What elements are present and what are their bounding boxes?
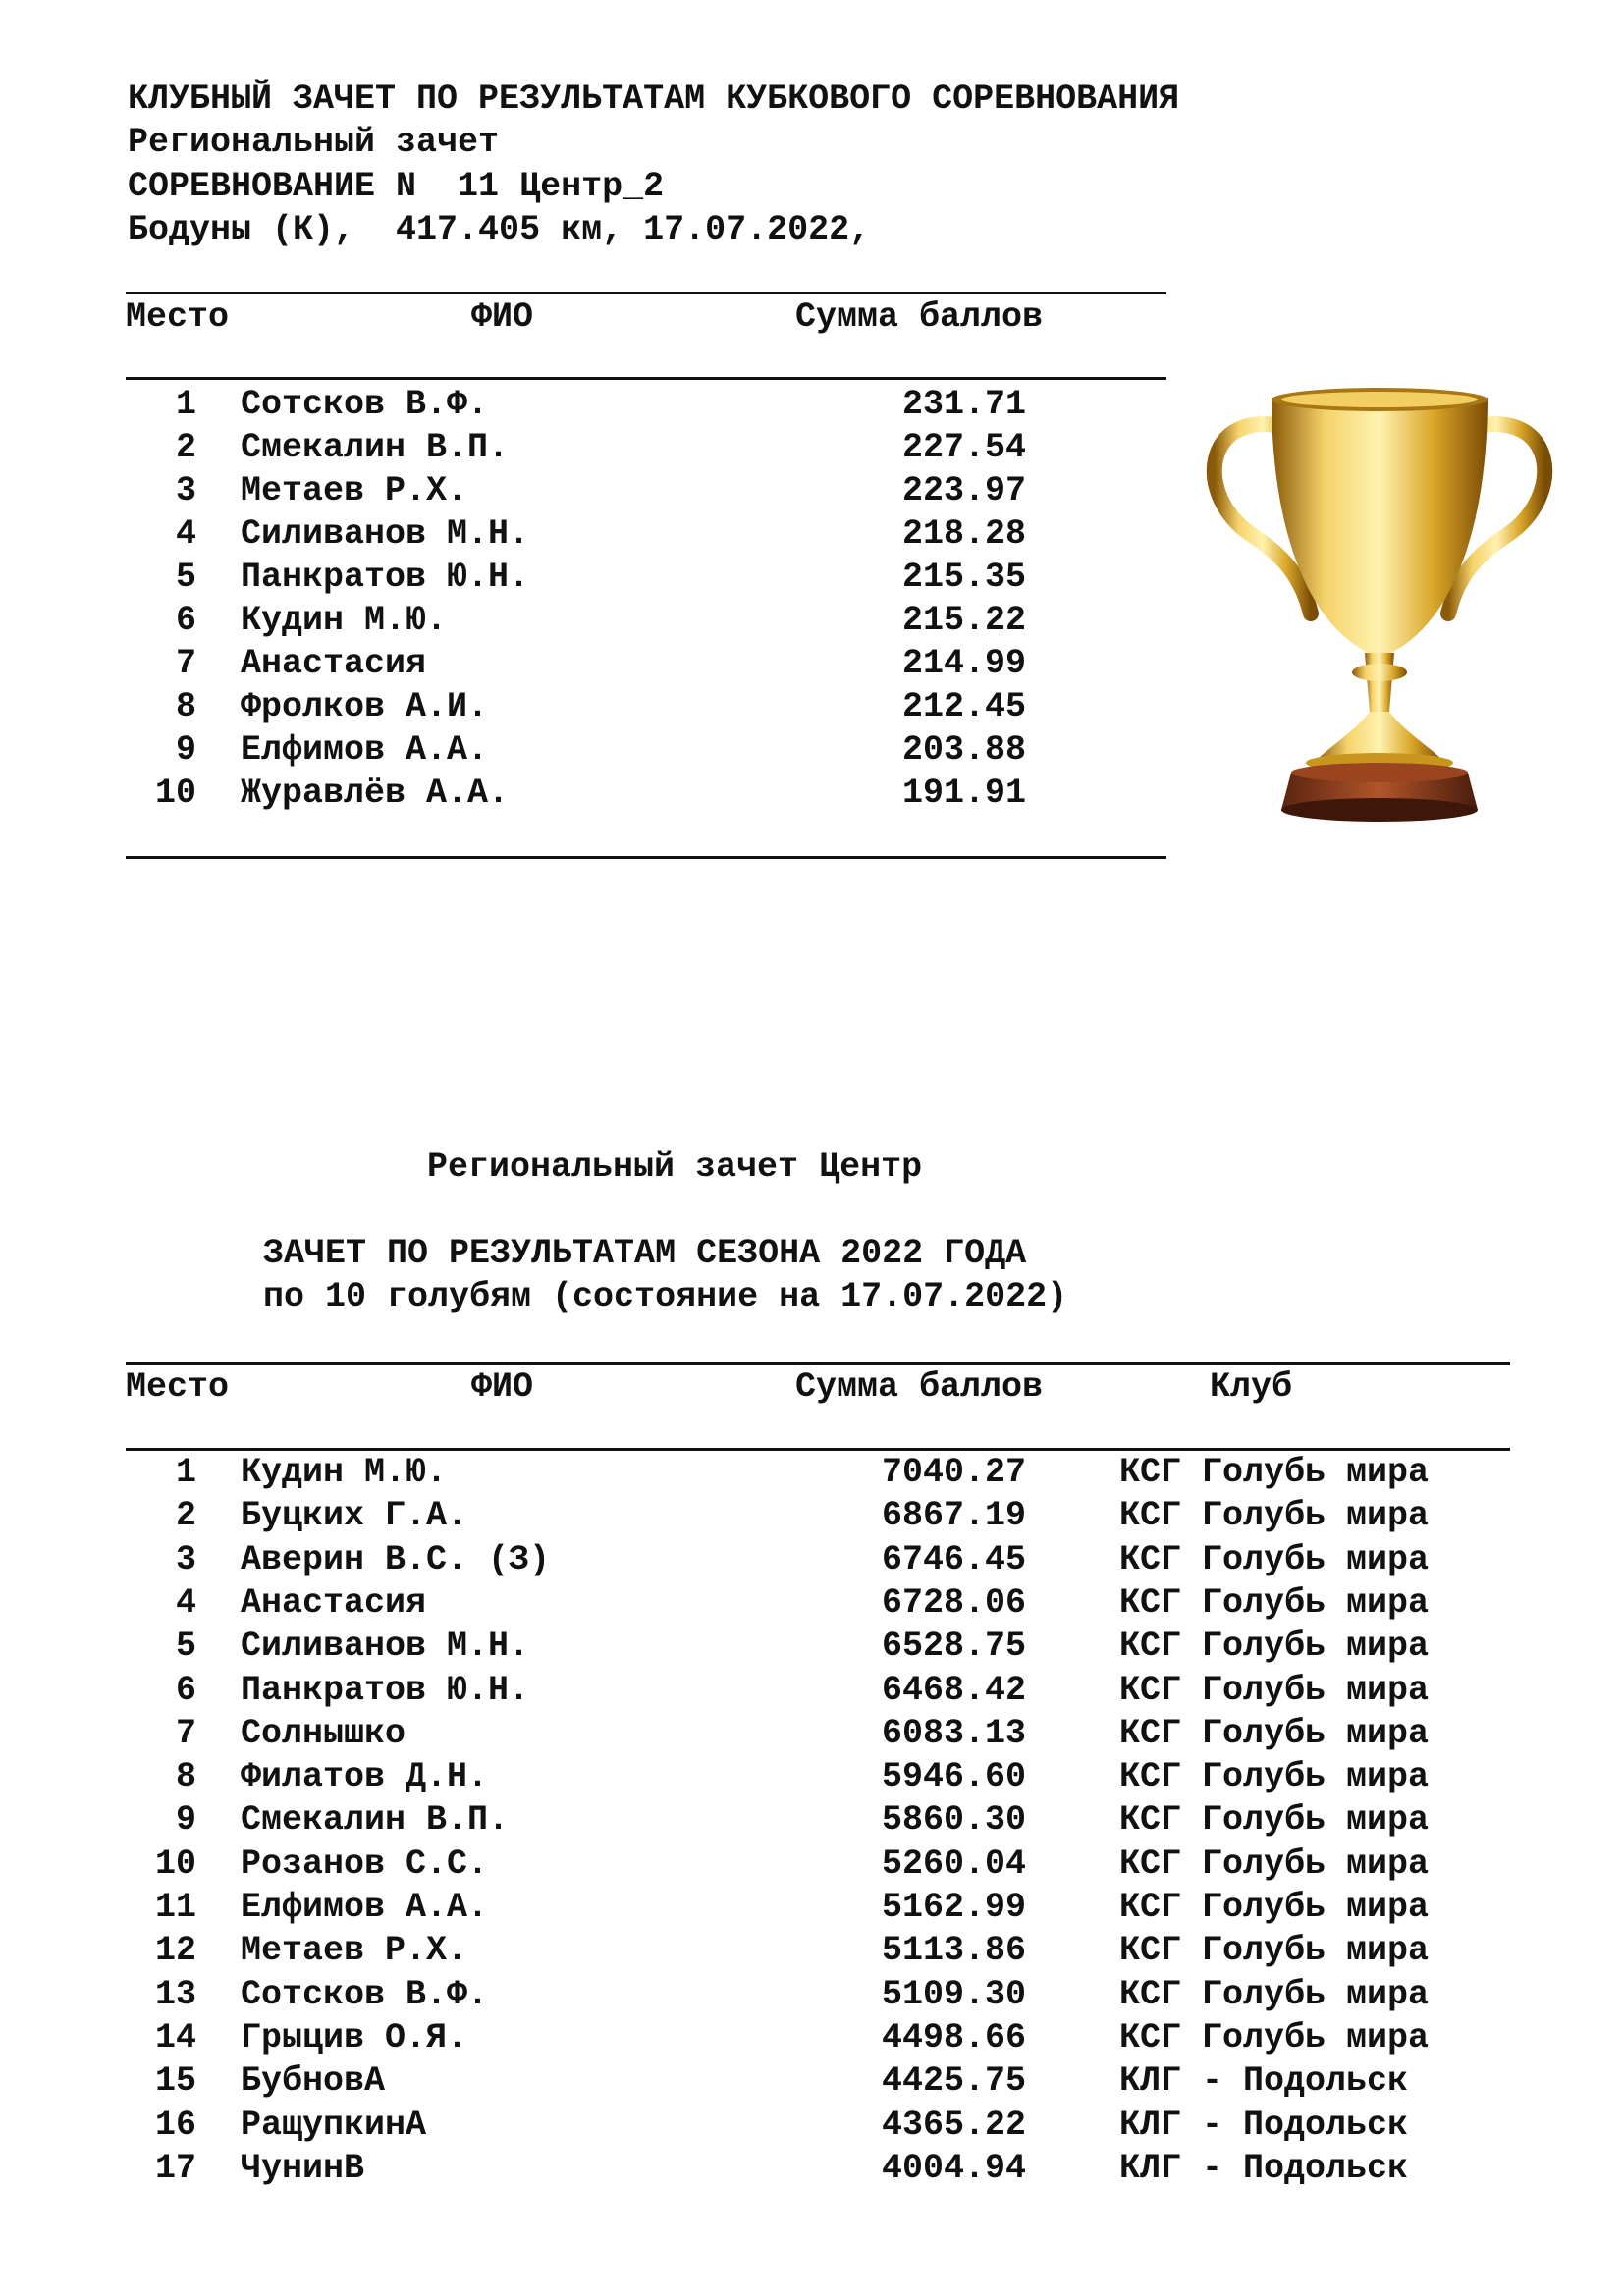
name-cell: Буцких Г.А. xyxy=(241,1496,468,1536)
club-cell: КСГ Голубь мира xyxy=(1119,1757,1430,1797)
place-cell: 10 xyxy=(154,774,196,813)
score-cell: 203.88 xyxy=(901,730,1026,770)
club-cell: КСГ Голубь мира xyxy=(1119,1974,1430,2014)
score-cell: 215.22 xyxy=(901,601,1026,640)
place-cell: 1 xyxy=(175,1453,196,1492)
score-cell: 6528.75 xyxy=(881,1627,1026,1667)
place-cell: 3 xyxy=(175,471,196,510)
score-cell: 7040.27 xyxy=(881,1453,1026,1492)
club-cell: КСГ Голубь мира xyxy=(1119,1713,1430,1753)
score-cell: 227.54 xyxy=(901,428,1026,467)
score-cell: 218.28 xyxy=(901,514,1026,554)
name-cell: Кудин М.Ю. xyxy=(241,1453,448,1492)
place-cell: 15 xyxy=(154,2061,196,2102)
score-cell: 5162.99 xyxy=(881,1888,1026,1927)
document-subtitle: Региональный зачет xyxy=(128,123,500,162)
table2-header-score: Сумма баллов xyxy=(795,1367,1044,1407)
place-cell: 3 xyxy=(175,1539,196,1579)
section2-subtitle: ЗАЧЕТ ПО РЕЗУЛЬТАТАМ СЕЗОНА 2022 ГОДА xyxy=(263,1234,1027,1273)
place-cell: 4 xyxy=(175,1582,196,1623)
club-cell: КСГ Голубь мира xyxy=(1119,1539,1430,1579)
club-cell: КСГ Голубь мира xyxy=(1119,1670,1430,1710)
name-cell: Смекалин В.П. xyxy=(241,428,510,467)
table1-bottom-rule xyxy=(126,856,1166,859)
name-cell: Аверин В.С. (З) xyxy=(241,1539,551,1579)
score-cell: 214.99 xyxy=(901,644,1026,683)
place-cell: 11 xyxy=(154,1888,196,1927)
score-cell: 215.35 xyxy=(901,558,1026,597)
club-cell: КЛГ - Подольск xyxy=(1119,2148,1409,2188)
score-cell: 6867.19 xyxy=(881,1496,1026,1536)
name-cell: Метаев Р.Х. xyxy=(241,1931,468,1971)
score-cell: 5946.60 xyxy=(881,1757,1026,1797)
section2-title: Региональный зачет Центр xyxy=(427,1148,923,1187)
place-cell: 6 xyxy=(175,601,196,640)
table1-header-score: Сумма баллов xyxy=(795,297,1044,337)
club-cell: КЛГ - Подольск xyxy=(1119,2105,1409,2145)
document-title: КЛУБНЫЙ ЗАЧЕТ ПО РЕЗУЛЬТАТАМ КУБКОВОГО СОРЕВНОВАНИЯ xyxy=(128,80,1180,119)
table1-top-rule xyxy=(126,292,1166,294)
name-cell: РащупкинА xyxy=(241,2105,427,2145)
table1-header-place: Место xyxy=(126,297,230,337)
table2-header-name: ФИО xyxy=(471,1367,534,1407)
name-cell: Журавлёв А.А. xyxy=(241,774,510,813)
place-cell: 9 xyxy=(175,1800,196,1841)
score-cell: 6083.13 xyxy=(881,1713,1026,1753)
place-cell: 2 xyxy=(175,1496,196,1536)
score-cell: 4498.66 xyxy=(881,2017,1026,2057)
place-cell: 5 xyxy=(175,1627,196,1667)
club-cell: КСГ Голубь мира xyxy=(1119,1888,1430,1927)
score-cell: 6468.42 xyxy=(881,1670,1026,1710)
club-cell: КСГ Голубь мира xyxy=(1119,1496,1430,1536)
name-cell: Филатов Д.Н. xyxy=(241,1757,489,1797)
name-cell: Силиванов М.Н. xyxy=(241,514,530,554)
name-cell: ЧунинВ xyxy=(241,2148,365,2188)
place-cell: 1 xyxy=(175,385,196,424)
name-cell: Грыцив О.Я. xyxy=(241,2017,468,2057)
place-cell: 14 xyxy=(154,2017,196,2057)
place-cell: 6 xyxy=(175,1670,196,1710)
place-cell: 13 xyxy=(154,1974,196,2014)
score-cell: 212.45 xyxy=(901,687,1026,726)
club-cell: КСГ Голубь мира xyxy=(1119,1931,1430,1971)
place-cell: 8 xyxy=(175,687,196,726)
score-cell: 6728.06 xyxy=(881,1582,1026,1623)
score-cell: 5860.30 xyxy=(881,1800,1026,1841)
club-cell: КЛГ - Подольск xyxy=(1119,2061,1409,2102)
table2-header-place: Место xyxy=(126,1367,230,1407)
score-cell: 4004.94 xyxy=(881,2148,1026,2188)
table1-header-rule xyxy=(126,377,1166,380)
club-cell: КСГ Голубь мира xyxy=(1119,2017,1430,2057)
name-cell: Елфимов А.А. xyxy=(241,1888,489,1927)
place-cell: 12 xyxy=(154,1931,196,1971)
place-cell: 16 xyxy=(154,2105,196,2145)
name-cell: Розанов С.С. xyxy=(241,1843,489,1884)
club-cell: КСГ Голубь мира xyxy=(1119,1800,1430,1841)
score-cell: 223.97 xyxy=(901,471,1026,510)
score-cell: 4425.75 xyxy=(881,2061,1026,2102)
name-cell: Сотсков В.Ф. xyxy=(241,1974,489,2014)
score-cell: 191.91 xyxy=(901,774,1026,813)
place-cell: 5 xyxy=(175,558,196,597)
score-cell: 6746.45 xyxy=(881,1539,1026,1579)
place-cell: 4 xyxy=(175,514,196,554)
place-cell: 7 xyxy=(175,644,196,683)
club-cell: КСГ Голубь мира xyxy=(1119,1453,1430,1492)
club-cell: КСГ Голубь мира xyxy=(1119,1582,1430,1623)
name-cell: Анастасия xyxy=(241,644,427,683)
place-cell: 2 xyxy=(175,428,196,467)
club-cell: КСГ Голубь мира xyxy=(1119,1627,1430,1667)
club-cell: КСГ Голубь мира xyxy=(1119,1843,1430,1884)
competition-details: Бодуны (К), 417.405 км, 17.07.2022, xyxy=(128,210,871,249)
place-cell: 9 xyxy=(175,730,196,770)
score-cell: 5260.04 xyxy=(881,1843,1026,1884)
name-cell: Сотсков В.Ф. xyxy=(241,385,489,424)
name-cell: Анастасия xyxy=(241,1582,427,1623)
table2-header-club: Клуб xyxy=(1210,1367,1293,1407)
name-cell: Силиванов М.Н. xyxy=(241,1627,530,1667)
name-cell: Фролков А.И. xyxy=(241,687,489,726)
name-cell: Смекалин В.П. xyxy=(241,1800,510,1841)
trophy-icon xyxy=(1193,388,1566,839)
name-cell: Елфимов А.А. xyxy=(241,730,489,770)
name-cell: БубновА xyxy=(241,2061,386,2102)
score-cell: 5113.86 xyxy=(881,1931,1026,1971)
name-cell: Метаев Р.Х. xyxy=(241,471,468,510)
table1-header-name: ФИО xyxy=(471,297,534,337)
section2-subtitle-detail: по 10 голубям (состояние на 17.07.2022) xyxy=(263,1277,1068,1316)
name-cell: Панкратов Ю.Н. xyxy=(241,558,530,597)
place-cell: 7 xyxy=(175,1713,196,1753)
place-cell: 17 xyxy=(154,2148,196,2188)
name-cell: Панкратов Ю.Н. xyxy=(241,1670,530,1710)
place-cell: 8 xyxy=(175,1757,196,1797)
score-cell: 231.71 xyxy=(901,385,1026,424)
score-cell: 5109.30 xyxy=(881,1974,1026,2014)
name-cell: Кудин М.Ю. xyxy=(241,601,448,640)
score-cell: 4365.22 xyxy=(881,2105,1026,2145)
competition-number: СОРЕВНОВАНИЕ N 11 Центр_2 xyxy=(128,167,665,206)
place-cell: 10 xyxy=(154,1843,196,1884)
name-cell: Солнышко xyxy=(241,1713,406,1753)
